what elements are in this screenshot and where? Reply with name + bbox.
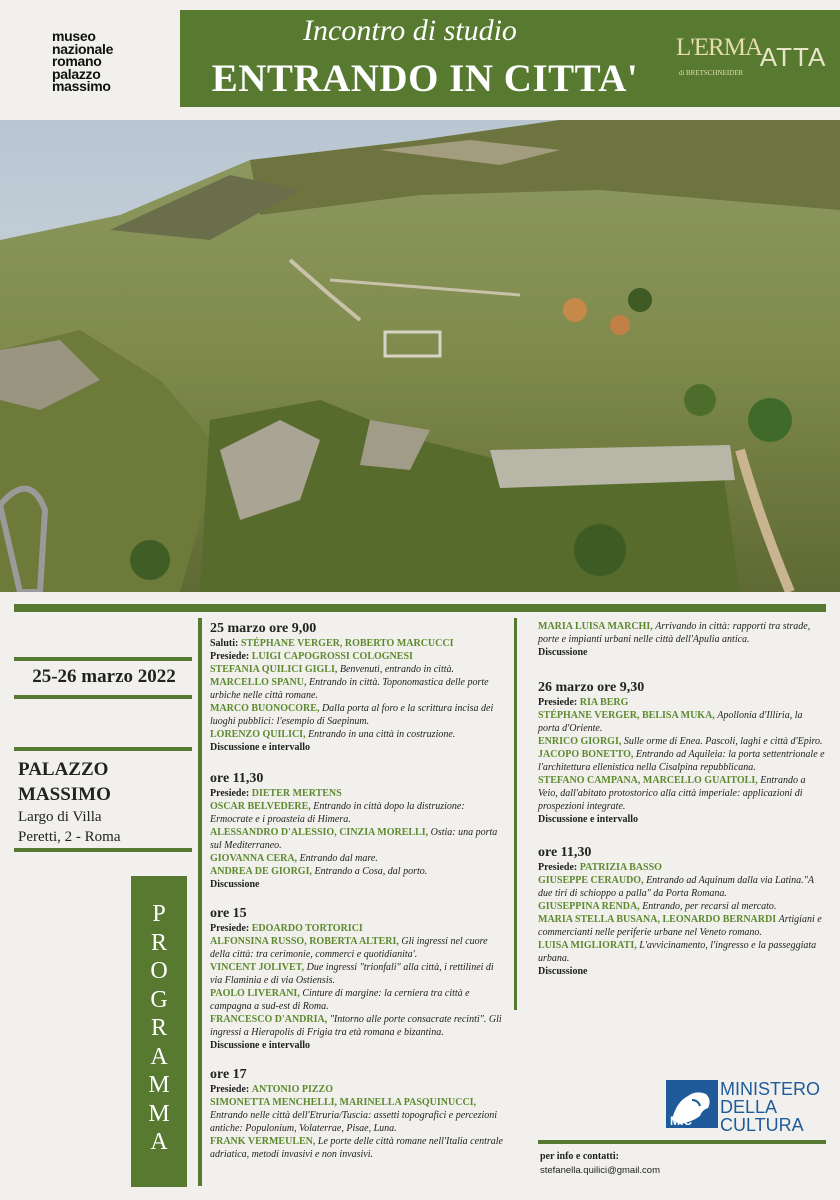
session-heading: ore 11,30 [538, 845, 592, 860]
date-rule-bottom [14, 695, 192, 699]
chair-line [538, 861, 826, 874]
speaker-name: FRANCESCO D'ANDRIA, [210, 1014, 328, 1025]
talk [538, 748, 826, 774]
speaker-name: ENRICO GIORGI, [538, 736, 622, 747]
talk-title: Entrando in una città in costruzione. [308, 729, 456, 740]
chair-line [538, 696, 826, 709]
programma-letter: M [148, 1100, 170, 1127]
ministry-name-line: CULTURA [720, 1115, 804, 1135]
session-closing: Discussione [210, 879, 260, 890]
programma-letter: P [152, 901, 166, 927]
museum-logo-line: palazzo [52, 65, 101, 82]
chair-line [210, 650, 508, 663]
talk [210, 1135, 508, 1161]
speaker-name: MARIA LUISA MARCHI, [538, 621, 653, 632]
museum-logo-line: massimo [52, 78, 111, 94]
speaker-name: PAOLO LIVERANI, [210, 988, 300, 999]
talk-title: Entrando, per recarsi al mercato. [642, 901, 777, 912]
talk-title: Due ingressi "trionfali" alla città, i rettilinei di via Flaminia e di via Ostiensis. [210, 962, 494, 986]
speaker-name: MARIA STELLA BUSANA, LEONARDO BERNARDI [538, 914, 777, 925]
speaker-name: ANDREA DE GIORGI, [210, 866, 312, 877]
speaker-name: GIOVANNA CERA, [210, 853, 298, 864]
talk [210, 1013, 508, 1039]
venue [18, 757, 190, 847]
museum-logo-line: nazionale [52, 40, 114, 57]
museum-logo-line: museo [52, 28, 96, 44]
talk-title: Sulle orme di Enea. Pascoli, laghi e città d'Epiro. [623, 736, 823, 747]
talk-title: L'avvicinamento, l'ingresso e la passeggiata urbana. [538, 940, 817, 964]
chair-label: Presiede: [210, 1084, 250, 1095]
publisher-logo-sub: di BRETSCHNEIDER [678, 69, 744, 77]
chair-label: Presiede: [210, 788, 250, 799]
talk-title: "Intorno alle porte consacrate recinti". Gli ingressi a Hierapolis di Frigia tra età romana e bizantina. [210, 1014, 502, 1038]
session-heading: ore 11,30 [210, 771, 264, 786]
talk-title: Entrando a Cosa, dal porto. [314, 866, 428, 877]
programma-letter: M [148, 1072, 170, 1098]
talk-title: Ostia: una porta sul Mediterraneo. [210, 827, 498, 851]
venue-address-line: Peretti, 2 - Roma [18, 829, 121, 845]
chair-line [210, 922, 508, 935]
venue-address-line: Largo di Villa [18, 809, 102, 825]
ministry-name [720, 1080, 830, 1134]
talk [210, 676, 508, 702]
speaker-name: SIMONETTA MENCHELLI, MARINELLA PASQUINUCCI, [210, 1097, 477, 1108]
talk [210, 961, 508, 987]
chair-line [210, 787, 508, 800]
talk [538, 774, 826, 813]
talk [538, 900, 826, 913]
column-rule-middle [514, 618, 517, 1010]
chair-line [210, 1083, 508, 1096]
programma-letter: G [150, 986, 168, 1013]
chair-name: ANTONIO PIZZO [251, 1084, 333, 1095]
session-closing: Discussione e intervallo [538, 814, 638, 825]
talk-title: Dalla porta al foro e la scrittura incisa dei luoghi pubblici: l'esempio di Saepinum. [210, 703, 494, 727]
chair-label: Presiede: [538, 862, 578, 873]
talk-title: Apollonia d'Illiria, la porta d'Oriente. [538, 710, 803, 734]
speaker-name: ALESSANDRO D'ALESSIO, CINZIA MORELLI, [210, 827, 429, 838]
saluti-label: Saluti: [210, 638, 239, 649]
speaker-name: GIUSEPPINA RENDA, [538, 901, 640, 912]
talk [538, 874, 826, 900]
column-rule-left [198, 618, 202, 1186]
contact-label: per info e contatti: [540, 1151, 619, 1162]
chair-name: EDOARDO TORTORICI [251, 923, 363, 934]
speaker-name: ALFONSINA RUSSO, ROBERTA ALTERI, [210, 936, 399, 947]
chair-label: Presiede: [538, 697, 578, 708]
talk-title: Entrando ad Aquileia: la porta settentrionale e l'architettura ellenistica nella Cisalpina repubblicana. [538, 749, 825, 773]
event-title: ENTRANDO IN CITTA' [211, 57, 639, 100]
talk-title: Entrando nelle città dell'Etruria/Tuscia: assetti topografici e percezioni antiche: Populonium, Volaterrae, Pisae, Luna. [210, 1110, 498, 1134]
publisher-logo: L'ERMA [676, 34, 763, 61]
session-closing: Discussione [538, 647, 588, 658]
session-heading: 25 marzo ore 9,00 [210, 621, 317, 636]
talk [538, 709, 826, 735]
talk [210, 865, 508, 878]
speaker-name: FRANK VERMEULEN, [210, 1136, 316, 1147]
talk [210, 987, 508, 1013]
chair-name: LUIGI CAPOGROSSI COLOGNESI [251, 651, 413, 662]
ministry-badge: MiC [670, 1114, 692, 1128]
talk [538, 913, 826, 939]
speaker-name: STÉPHANE VERGER, BELISA MUKA, [538, 710, 715, 721]
session-closing: Discussione e intervallo [210, 742, 310, 753]
speaker-name: JACOPO BONETTO, [538, 749, 634, 760]
chair-name: RIA BERG [579, 697, 629, 708]
venue-name-line: PALAZZO [18, 759, 109, 780]
date-rule-top [14, 657, 192, 661]
venue-rule-bottom [14, 848, 192, 852]
association-logo: ATTA [759, 42, 827, 72]
talk [210, 826, 508, 852]
welcome-line [210, 637, 508, 650]
talk [538, 620, 826, 646]
chair-name: PATRIZIA BASSO [579, 862, 662, 873]
session-closing: Discussione [538, 966, 588, 977]
talk [210, 935, 508, 961]
landscape-photo [0, 120, 840, 592]
talk-title: Entrando in città. Toponomastica delle porte urbiche nelle città romane. [210, 677, 489, 701]
ministry-name-line: MINISTERO [720, 1079, 821, 1099]
venue-rule-top [14, 747, 192, 751]
talk-title: Benvenuti, entrando in città. [339, 664, 454, 675]
talk [210, 663, 508, 676]
speaker-name: LUISA MIGLIORATI, [538, 940, 637, 951]
talk [210, 800, 508, 826]
program-day1-column [210, 620, 508, 1161]
museum-logo-line: romano [52, 53, 102, 69]
programma-letter: R [150, 929, 167, 956]
speaker-name: MARCO BUONOCORE, [210, 703, 320, 714]
speaker-name: STEFANO CAMPANA, MARCELLO GUAITOLI, [538, 775, 758, 786]
speaker-name: STEFANIA QUILICI GIGLI, [210, 664, 338, 675]
aerial-landscape-image [0, 120, 840, 592]
talk-title: Entrando a Veio, dall'abitato protostorico alla città imperiale: applicazioni di prospezioni integrate. [538, 775, 806, 812]
talk [538, 735, 826, 748]
programma-letter: A [150, 1043, 168, 1070]
event-subtitle: Incontro di studio [303, 14, 517, 47]
talk [210, 1096, 508, 1135]
program-day2-column [538, 620, 826, 978]
programma-letter: O [150, 958, 168, 984]
section-divider [14, 604, 826, 612]
chair-label: Presiede: [210, 651, 250, 662]
programma-letter: R [150, 1015, 167, 1041]
talk-title: Entrando in città dopo la distruzione: Ermocrate e i proasteia di Himera. [210, 801, 465, 825]
talk [210, 702, 508, 728]
talk-title: Gli ingressi nel cuore della città: tra cerimonie, commerci e quotidianita'. [210, 936, 488, 960]
speaker-name: GIUSEPPE CERAUDO, [538, 875, 644, 886]
contact-info [540, 1150, 830, 1178]
talk-title: Cinture di margine: la cerniera tra città e campagna a sud-est di Roma. [210, 988, 470, 1012]
talk-title: Entrando ad Aquinum dalla via Latina."A due tiri di schioppo a palla" da Porta Romana. [538, 875, 814, 899]
talk-title: Arrivando in città: rapporti tra strade, porte e impianti urbani nelle città dell'Apulia antica. [538, 621, 811, 645]
talk-title: Entrando dal mare. [299, 853, 378, 864]
programma-letters [131, 900, 187, 1157]
session-heading: 26 marzo ore 9,30 [538, 680, 645, 695]
talk-title: Artigiani e commercianti nelle periferie urbane nel Veneto romano. [538, 914, 822, 938]
chair-name: DIETER MERTENS [251, 788, 342, 799]
speaker-name: VINCENT JOLIVET, [210, 962, 305, 973]
session-heading: ore 17 [210, 1067, 247, 1082]
event-dates: 25-26 marzo 2022 [32, 666, 176, 687]
talk-title: Le porte delle città romane nell'Italia centrale adriatica, metodi invasivi e non invasivi. [210, 1136, 503, 1160]
talk [210, 852, 508, 865]
talk [538, 939, 826, 965]
chair-label: Presiede: [210, 923, 250, 934]
contact-email[interactable]: stefanella.quilici@gmail.com [540, 1165, 660, 1176]
speaker-name: OSCAR BELVEDERE, [210, 801, 311, 812]
talk [210, 728, 508, 741]
speaker-name: STÉPHANE VERGER, ROBERTO MARCUCCI [240, 638, 454, 649]
contact-rule [538, 1140, 826, 1144]
ministry-name-line: DELLA [720, 1097, 778, 1117]
session-heading: ore 15 [210, 906, 247, 921]
venue-name-line: MASSIMO [18, 784, 111, 805]
speaker-name: MARCELLO SPANU, [210, 677, 307, 688]
session-closing: Discussione e intervallo [210, 1040, 310, 1051]
programma-letter: A [150, 1129, 168, 1155]
programma-vertical-label [131, 876, 187, 1187]
museum-logo [52, 30, 113, 93]
speaker-name: LORENZO QUILICI, [210, 729, 306, 740]
